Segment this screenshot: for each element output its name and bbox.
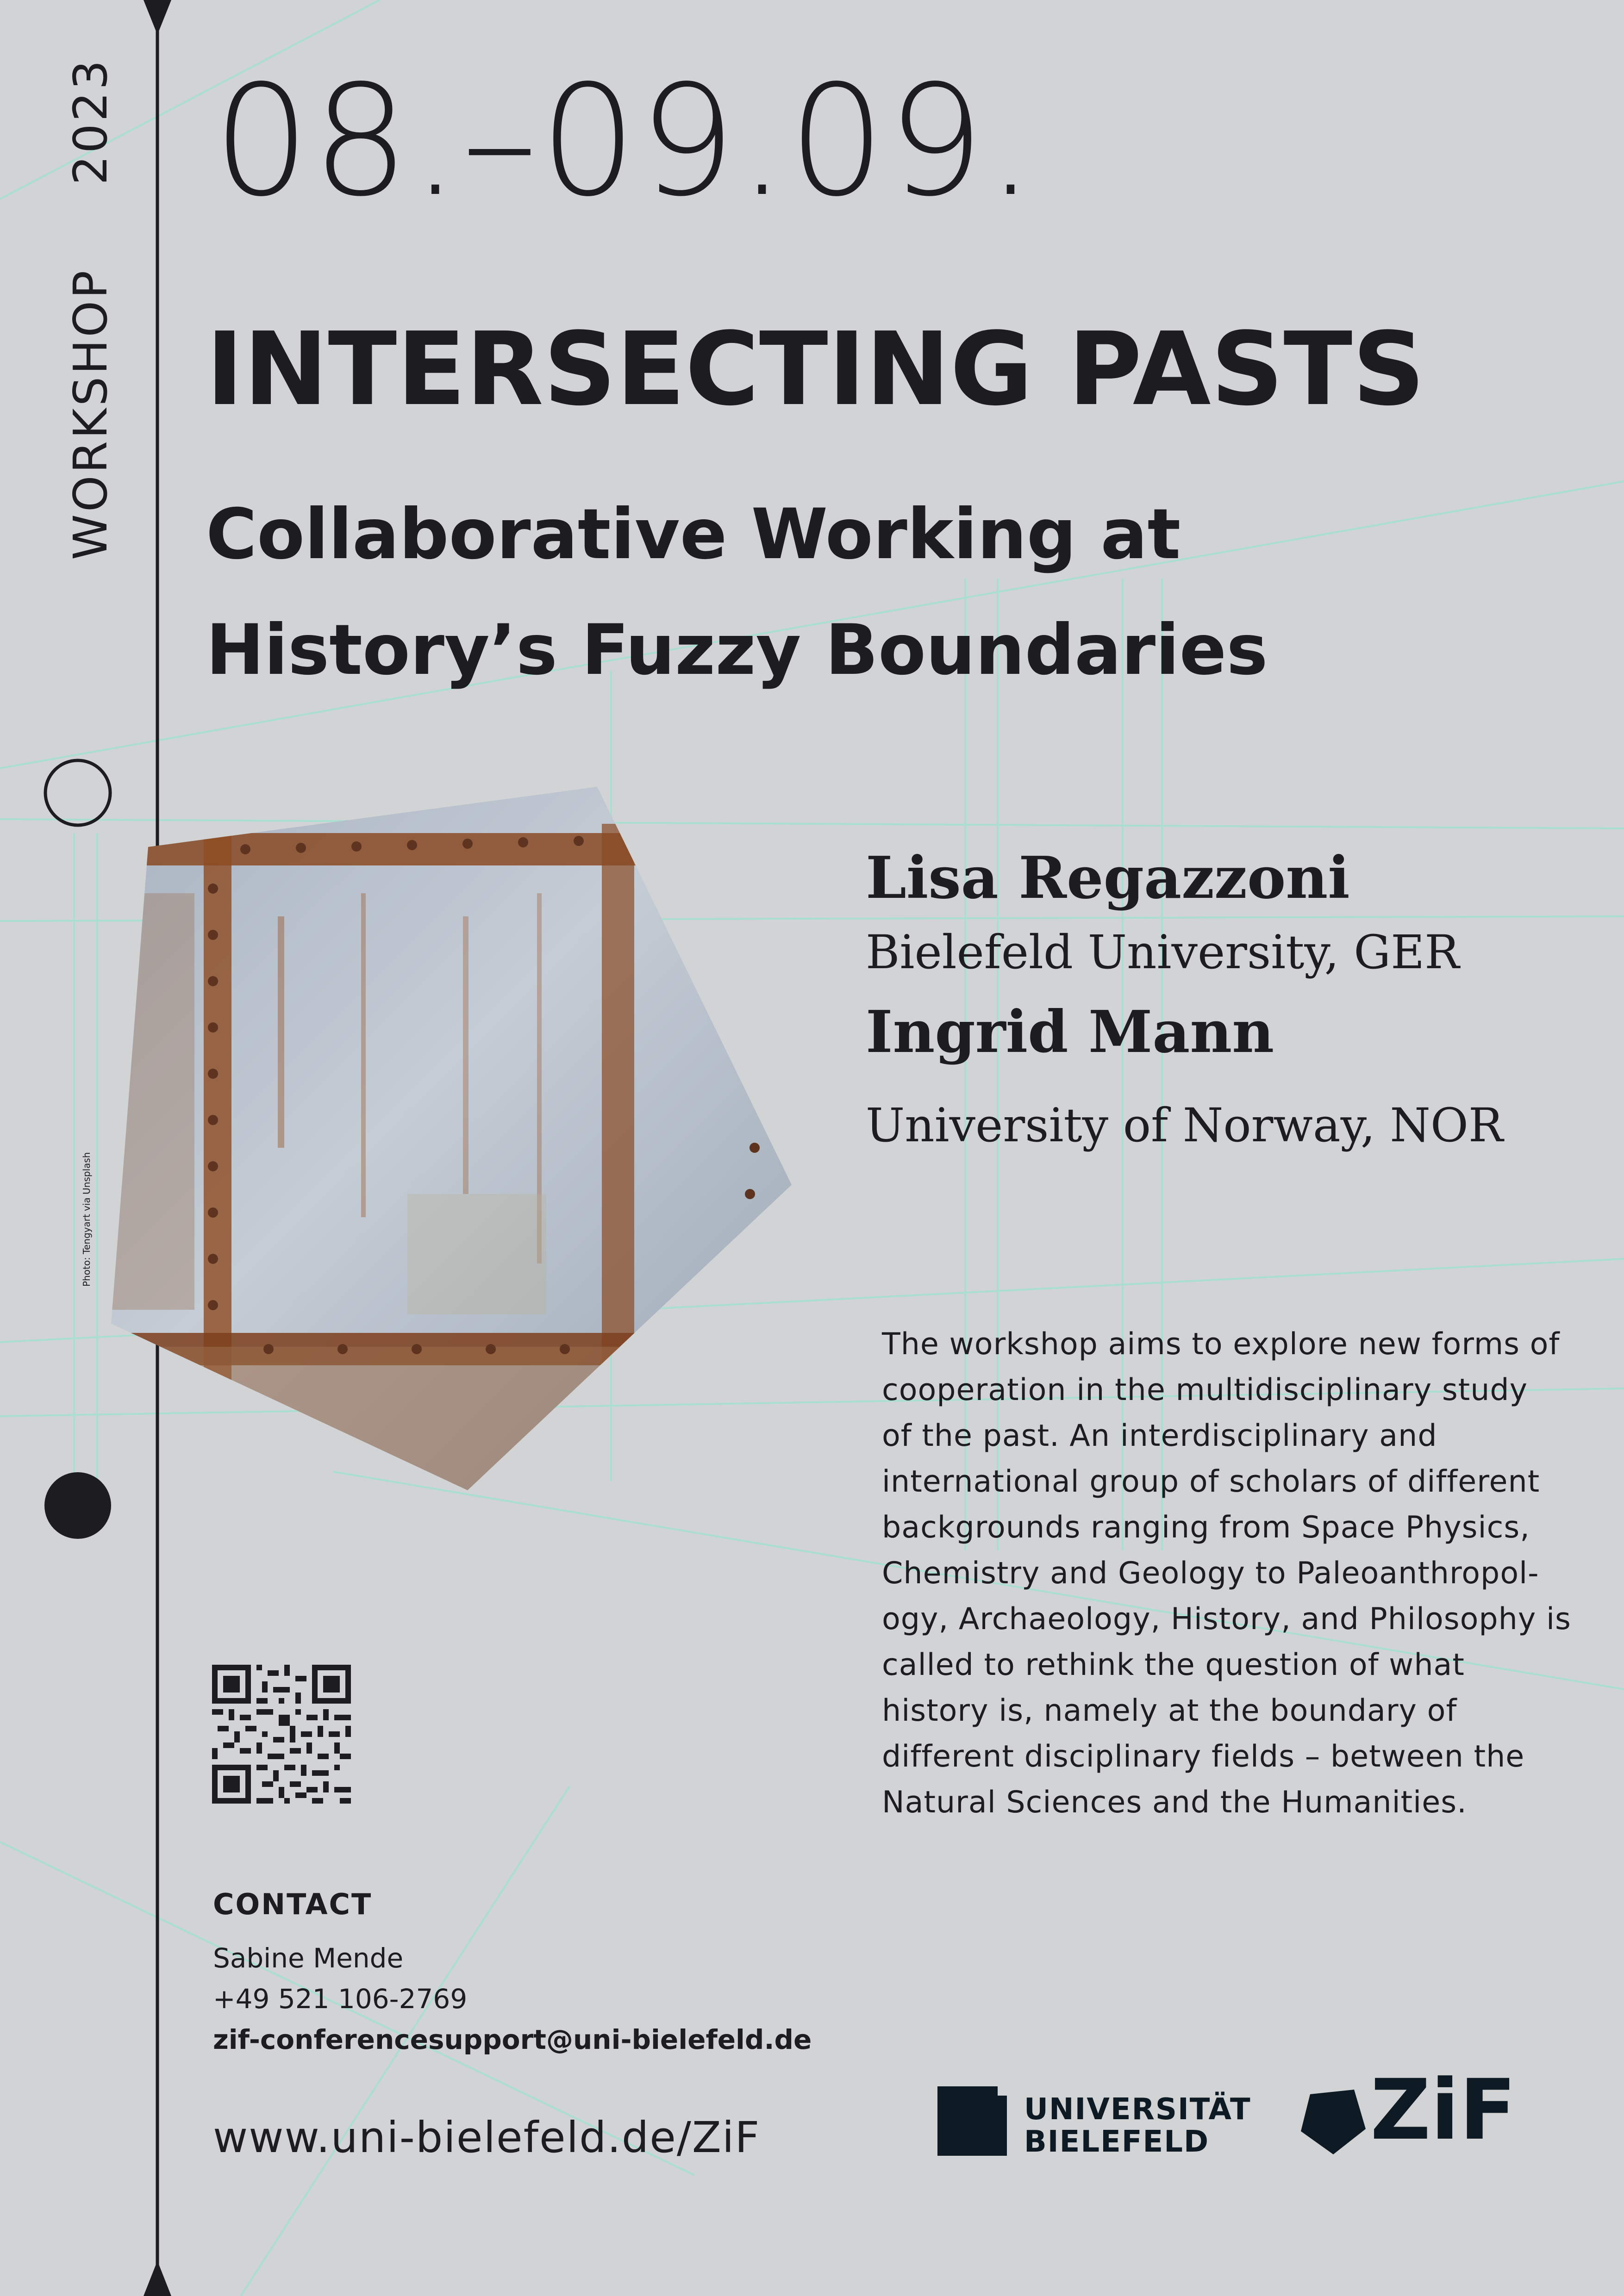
- workshop-label: WORKSHOP: [63, 268, 118, 560]
- speaker-affiliation: Bielefeld University, GER: [866, 925, 1460, 979]
- university-logo-text: [1024, 2093, 1251, 2158]
- side-label: [62, 58, 118, 560]
- event-date: 08.–09.09.: [213, 52, 1037, 230]
- description-line: Natural Sciences and the Humanities.: [882, 1785, 1467, 1820]
- website-link[interactable]: www.uni-bielefeld.de/ZiF: [213, 2113, 761, 2162]
- contact-email[interactable]: zif-conferencesupport@uni-bielefeld.de: [213, 2024, 812, 2055]
- contact-heading: CONTACT: [213, 1887, 373, 1921]
- speaker-affiliation: University of Norway, NOR: [866, 1098, 1504, 1152]
- description-line: different disciplinary fields – between the: [882, 1739, 1525, 1774]
- photo-credit: Photo: Tengyart via Unsplash: [81, 1152, 92, 1287]
- description-line: called to rethink the question of what: [882, 1648, 1465, 1682]
- subtitle-line: Collaborative Working at: [206, 494, 1181, 575]
- university-logo-icon: [937, 2086, 1007, 2156]
- description-line: international group of scholars of different: [882, 1464, 1540, 1499]
- timeline-top-arrow-icon: [144, 0, 171, 35]
- speaker-name: Lisa Regazzoni: [866, 844, 1350, 912]
- zif-logo-icon: [1301, 2090, 1366, 2154]
- description-line: cooperation in the multidisciplinary study: [882, 1373, 1528, 1407]
- contact-phone[interactable]: +49 521 106-2769: [213, 1983, 468, 2015]
- description-line: backgrounds ranging from Space Physics,: [882, 1510, 1530, 1545]
- rusted-metal-photo: [83, 778, 806, 1500]
- description-line: The workshop aims to explore new forms of: [882, 1327, 1560, 1362]
- subtitle-line: History’s Fuzzy Boundaries: [206, 610, 1268, 691]
- workshop-subtitle: [206, 477, 1268, 708]
- timeline-bottom-arrow-icon: [144, 2261, 171, 2296]
- workshop-description: [882, 1321, 1586, 1825]
- year-label: 2023: [63, 58, 118, 185]
- description-line: history is, namely at the boundary of: [882, 1693, 1457, 1728]
- description-line: ogy, Archaeology, History, and Philosophy is: [882, 1602, 1571, 1636]
- description-line: Chemistry and Geology to Paleoanthropol-: [882, 1556, 1539, 1591]
- zif-logo-text: ZiF: [1370, 2062, 1517, 2159]
- university-logo-line: BIELEFELD: [1024, 2125, 1210, 2159]
- university-logo-line: UNIVERSITÄT: [1024, 2092, 1251, 2127]
- speaker-name: Ingrid Mann: [866, 998, 1274, 1066]
- description-line: of the past. An interdisciplinary and: [882, 1419, 1437, 1453]
- qr-code[interactable]: [212, 1665, 351, 1804]
- contact-name: Sabine Mende: [213, 1942, 404, 1974]
- workshop-title: INTERSECTING PASTS: [206, 311, 1425, 428]
